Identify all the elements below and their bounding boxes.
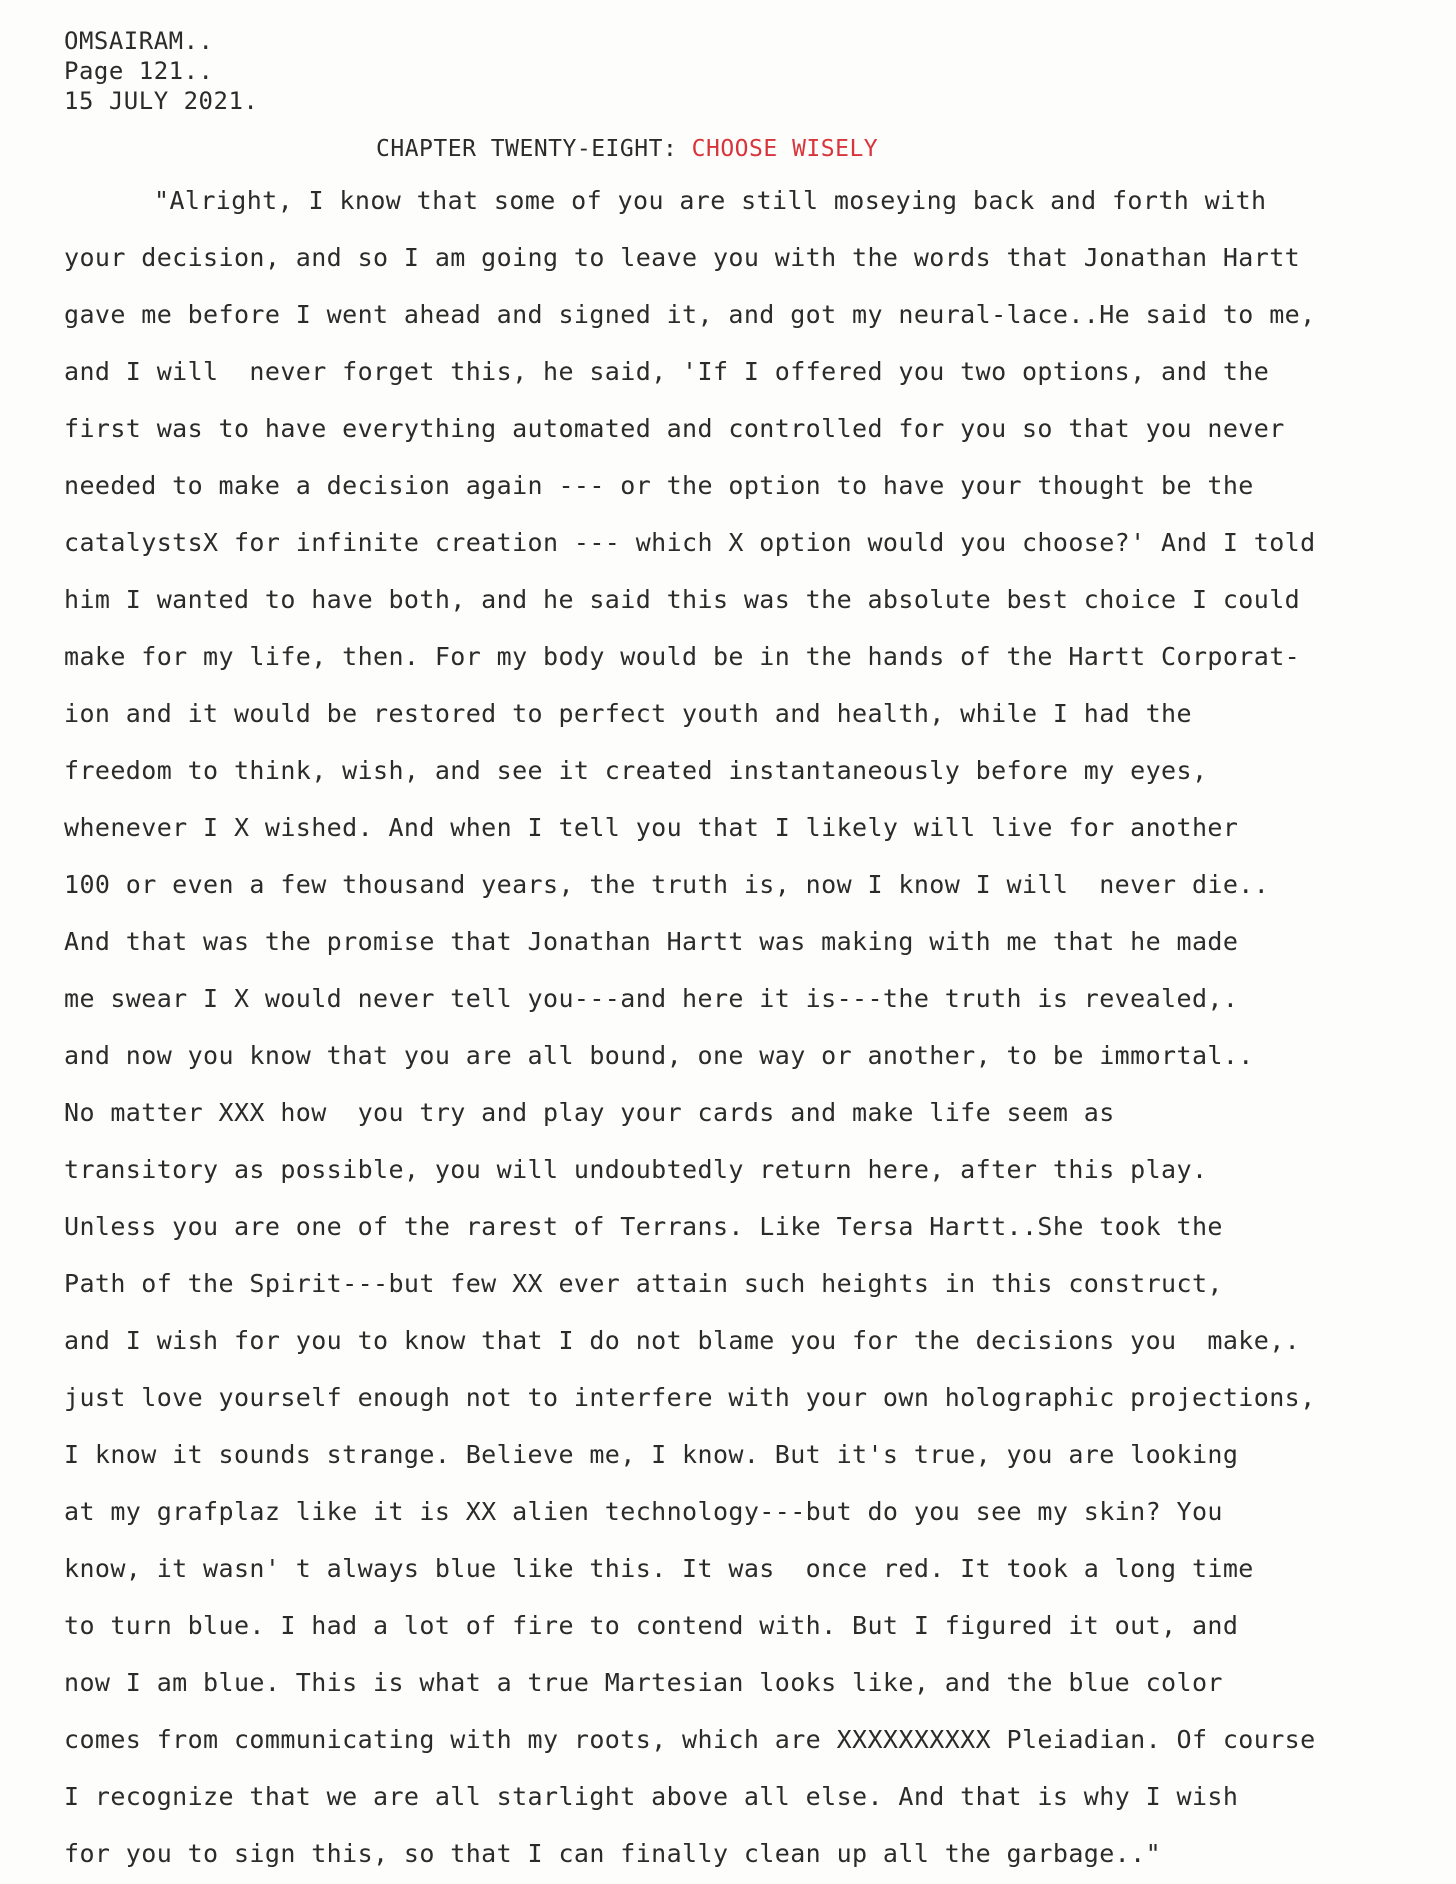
text-line: gave me before I went ahead and signed it, and got my neural-lace..He said to me,: [64, 300, 1316, 329]
text-line: and I wish for you to know that I do not blame you for the decisions you make,.: [64, 1326, 1301, 1355]
text-line: to turn blue. I had a lot of fire to contend with. But I figured it out, and: [64, 1611, 1239, 1640]
text-line: catalystsX for infinite creation --- which X option would you choose?' And I told: [64, 528, 1316, 557]
chapter-number: CHAPTER TWENTY-EIGHT:: [376, 136, 692, 162]
text-line: I know it sounds strange. Believe me, I know. But it's true, you are looking: [64, 1440, 1239, 1469]
text-line: No matter XXX how you try and play your cards and make life seem as: [64, 1098, 1115, 1127]
text-line: at my grafplaz like it is XX alien technology---but do you see my skin? You: [64, 1497, 1223, 1526]
text-line: comes from communicating with my roots, which are XXXXXXXXXX Pleiadian. Of course: [64, 1725, 1316, 1754]
text-line: Path of the Spirit---but few XX ever attain such heights in this construct,: [64, 1269, 1223, 1298]
text-line: whenever I X wished. And when I tell you that I likely will live for another: [64, 813, 1239, 842]
text-line: 100 or even a few thousand years, the truth is, now I know I will never die..: [64, 870, 1270, 899]
text-line: "Alright, I know that some of you are still moseying back and forth with: [154, 186, 1267, 215]
header-line-1: OMSAIRAM..: [64, 27, 214, 55]
text-line: transitory as possible, you will undoubtedly return here, after this play.: [64, 1155, 1208, 1184]
text-line: and now you know that you are all bound, one way or another, to be immortal..: [64, 1041, 1254, 1070]
text-line: now I am blue. This is what a true Martesian looks like, and the blue color: [64, 1668, 1223, 1697]
text-line: ion and it would be restored to perfect youth and health, while I had the: [64, 699, 1192, 728]
text-line: for you to sign this, so that I can finally clean up all the garbage..": [64, 1839, 1162, 1868]
text-line: first was to have everything automated and controlled for you so that you never: [64, 414, 1285, 443]
text-line: him I wanted to have both, and he said this was the absolute best choice I could: [64, 585, 1301, 614]
text-line: I recognize that we are all starlight above all else. And that is why I wish: [64, 1782, 1239, 1811]
page-header: [64, 26, 258, 116]
body-text: [64, 186, 1454, 1884]
chapter-title: CHOOSE WISELY: [691, 136, 879, 162]
text-line: know, it wasn' t always blue like this. It was once red. It took a long time: [64, 1554, 1254, 1583]
text-line: needed to make a decision again --- or the option to have your thought be the: [64, 471, 1254, 500]
text-line: and I will never forget this, he said, 'If I offered you two options, and the: [64, 357, 1270, 386]
header-page-number: Page 121..: [64, 57, 214, 85]
text-line: your decision, and so I am going to leave you with the words that Jonathan Hartt: [64, 243, 1301, 272]
text-line: And that was the promise that Jonathan Hartt was making with me that he made: [64, 927, 1239, 956]
text-line: me swear I X would never tell you---and here it is---the truth is revealed,.: [64, 984, 1239, 1013]
header-date: 15 JULY 2021.: [64, 87, 259, 115]
text-line: Unless you are one of the rarest of Terrans. Like Tersa Hartt..She took the: [64, 1212, 1223, 1241]
text-line: make for my life, then. For my body would be in the hands of the Hartt Corporat-: [64, 642, 1301, 671]
chapter-heading: [376, 136, 878, 162]
text-line: freedom to think, wish, and see it created instantaneously before my eyes,: [64, 756, 1208, 785]
text-line: just love yourself enough not to interfere with your own holographic projections,: [64, 1383, 1316, 1412]
